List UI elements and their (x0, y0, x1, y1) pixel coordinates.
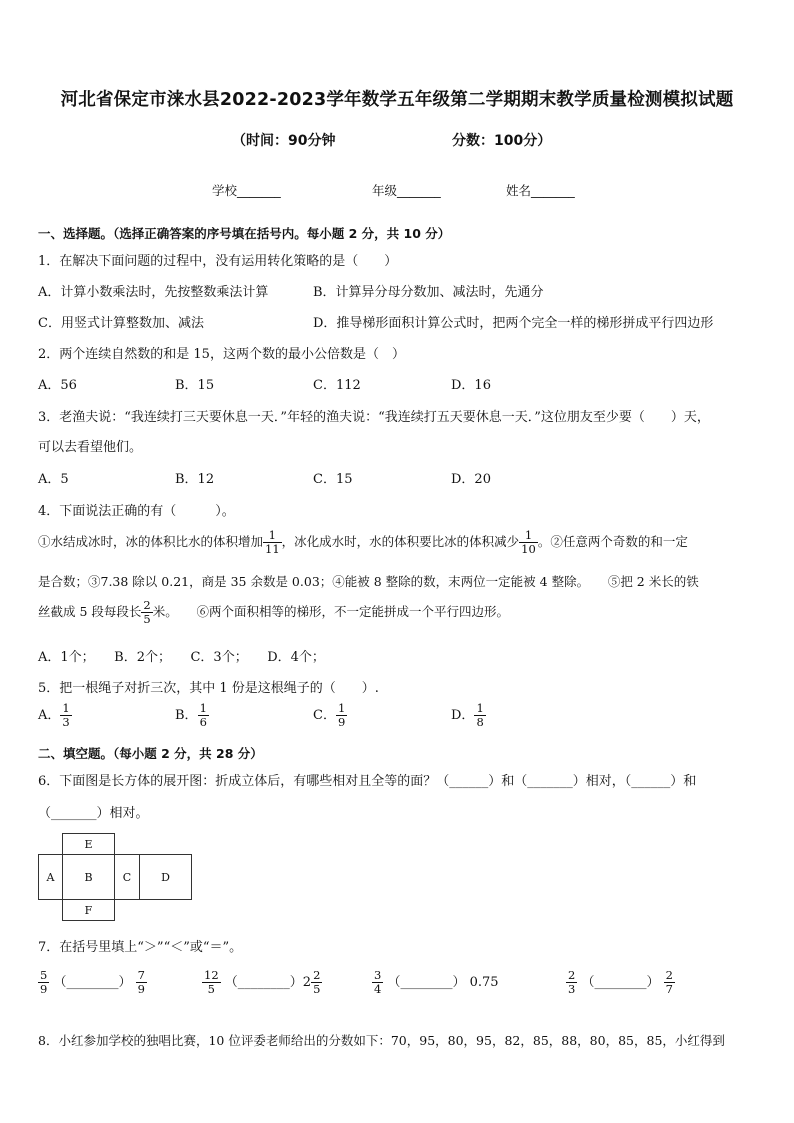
q4-text: 丝截成 5 段每段长 (38, 604, 142, 619)
grade-field[interactable]: 年级_______ (372, 183, 441, 198)
q3-option-a[interactable]: A．5 (38, 472, 69, 487)
option-letter: A． (38, 708, 61, 723)
net-face-d: D (139, 854, 192, 900)
fraction (136, 970, 147, 995)
q2-option-a[interactable]: A．56 (38, 378, 77, 393)
school-field[interactable]: 学校_______ (212, 183, 281, 198)
denominator: 3 (568, 981, 576, 996)
net-face-b: B (62, 854, 115, 900)
q7-stem: 7．在括号里填上“＞”“＜”或“＝”。 (38, 940, 243, 955)
q5-option-a[interactable] (38, 703, 72, 728)
net-face-e: E (62, 833, 115, 855)
q1-option-d[interactable]: D．推导梯形面积计算公式时，把两个完全一样的梯形拼成平行四边形 (313, 316, 714, 331)
denominator: 9 (40, 981, 48, 996)
section1-heading: 一、选择题。（选择正确答案的序号填在括号内。每小题 2 分，共 10 分） (38, 226, 451, 241)
numerator: 2 (313, 968, 321, 982)
fraction (38, 970, 49, 995)
exam-score: 分数：100分） (452, 133, 552, 149)
denominator: 4 (374, 981, 382, 996)
denominator: 6 (199, 714, 207, 729)
fraction (311, 970, 322, 995)
q7-compare-3[interactable] (372, 970, 499, 995)
q4-text: 。②任意两个奇数的和一定 (537, 534, 688, 549)
numerator: 1 (337, 701, 346, 715)
q5-option-b[interactable] (175, 703, 209, 728)
q6-stem-line2: （_______）相对。 (38, 806, 149, 821)
q3-option-d[interactable]: D．20 (451, 472, 491, 487)
numerator: 2 (568, 968, 576, 982)
denominator: 5 (143, 611, 151, 626)
net-face-a: A (38, 854, 63, 900)
fraction (198, 703, 209, 728)
q8-stem: 8．小红参加学校的独唱比赛，10 位评委老师给出的分数如下：70，95，80，95，82，85，88，80，85，85，小红得到 (38, 1033, 725, 1048)
q2-option-c[interactable]: C．112 (313, 378, 361, 393)
q1-option-a[interactable]: A．计算小数乘法时，先按整数乘法计算 (38, 285, 269, 300)
numerator: 1 (199, 701, 207, 715)
denominator: 9 (337, 714, 346, 729)
whole-number: 2 (302, 975, 312, 990)
net-face-c: C (114, 854, 140, 900)
q4-text: ①水结成冰时，冰的体积比水的体积增加 (38, 534, 264, 549)
denominator: 9 (137, 981, 145, 996)
q5-option-d[interactable] (451, 703, 486, 728)
q4-text: 米。 ⑥两个面积相等的梯形，不一定能拼成一个平行四边形。 (152, 604, 509, 619)
q4-options[interactable]: A．1个； B．2个； C．3个； D．4个； (38, 650, 325, 665)
fraction (474, 703, 485, 728)
answer-blank[interactable]: （________） (224, 975, 303, 990)
q4-text: ，冰化成水时，水的体积要比冰的体积减少 (281, 534, 520, 549)
answer-blank[interactable]: （________） (53, 975, 132, 990)
q2-stem: 2．两个连续自然数的和是 15，这两个数的最小公倍数是（ ） (38, 347, 405, 362)
q2-option-b[interactable]: B．15 (175, 378, 215, 393)
option-letter: B． (175, 708, 198, 723)
denominator: 7 (665, 981, 673, 996)
fraction (202, 970, 221, 995)
q1-option-b[interactable]: B．计算异分母分数加、减法时，先通分 (313, 285, 544, 300)
numerator: 2 (143, 598, 151, 612)
fraction (336, 703, 347, 728)
denominator: 10 (521, 541, 536, 556)
q3-stem-line2: 可以去看望他们。 (38, 440, 143, 455)
numerator: 7 (137, 968, 145, 982)
numerator: 3 (374, 968, 382, 982)
numerator: 2 (665, 968, 673, 982)
q3-option-b[interactable]: B．12 (175, 472, 215, 487)
exam-title: 河北省保定市涞水县2022-2023学年数学五年级第二学期期末教学质量检测模拟试题 (60, 90, 734, 110)
q5-option-c[interactable] (313, 703, 347, 728)
q4-stem: 4．下面说法正确的有（ ）。 (38, 504, 235, 519)
q7-compare-1[interactable] (38, 970, 147, 995)
q1-stem: 1．在解决下面问题的过程中，没有运用转化策略的是（ ） (38, 254, 398, 269)
q7-compare-2[interactable] (202, 970, 322, 995)
q3-option-c[interactable]: C．15 (313, 472, 353, 487)
name-field[interactable]: 姓名_______ (506, 183, 575, 198)
q4-statement-line2: 是合数；③7.38 除以 0.21，商是 35 余数是 0.03；④能被 8 整除的数，末两位一定能被 4 整除。 ⑤把 2 米长的铁 (38, 574, 699, 589)
denominator: 5 (313, 981, 321, 996)
fraction (519, 530, 538, 555)
fraction (141, 600, 152, 625)
numerator: 1 (476, 701, 484, 715)
denominator: 3 (62, 714, 70, 729)
answer-blank[interactable]: （________） (581, 975, 660, 990)
numerator: 5 (40, 968, 48, 982)
option-letter: C． (313, 708, 336, 723)
decimal-value: 0.75 (469, 975, 499, 990)
q4-statement-line3 (38, 600, 509, 625)
option-letter: D． (451, 708, 475, 723)
denominator: 8 (476, 714, 484, 729)
answer-blank[interactable]: （________） (387, 975, 466, 990)
q2-option-d[interactable]: D．16 (451, 378, 491, 393)
exam-time: （时间：90分钟 (232, 133, 336, 149)
fraction (664, 970, 675, 995)
numerator: 1 (524, 528, 533, 542)
fraction (263, 530, 282, 555)
q5-stem: 5．把一根绳子对折三次，其中 1 份是这根绳子的（ ）. (38, 681, 379, 696)
q7-compare-4[interactable] (566, 970, 675, 995)
denominator: 11 (265, 541, 280, 556)
q3-stem-line1: 3．老渔夫说：“我连续打三天要休息一天．”年轻的渔夫说：“我连续打五天要休息一天．”这位朋友至少要（ ）天， (38, 410, 710, 425)
fraction (60, 703, 71, 728)
numerator: 1 (268, 528, 276, 542)
denominator: 5 (202, 982, 221, 996)
q4-statement-line1 (38, 530, 688, 555)
q6-stem-line1: 6．下面图是长方体的展开图：折成立体后，有哪些相对且全等的面？（______）和（_______）相对，（______）和 (38, 774, 697, 789)
numerator: 1 (62, 701, 70, 715)
section2-heading: 二、填空题。（每小题 2 分，共 28 分） (38, 746, 263, 761)
fraction (566, 970, 577, 995)
q1-option-c[interactable]: C．用竖式计算整数加、减法 (38, 316, 204, 331)
numerator: 12 (204, 968, 219, 982)
fraction (372, 970, 383, 995)
net-face-f: F (62, 899, 115, 921)
